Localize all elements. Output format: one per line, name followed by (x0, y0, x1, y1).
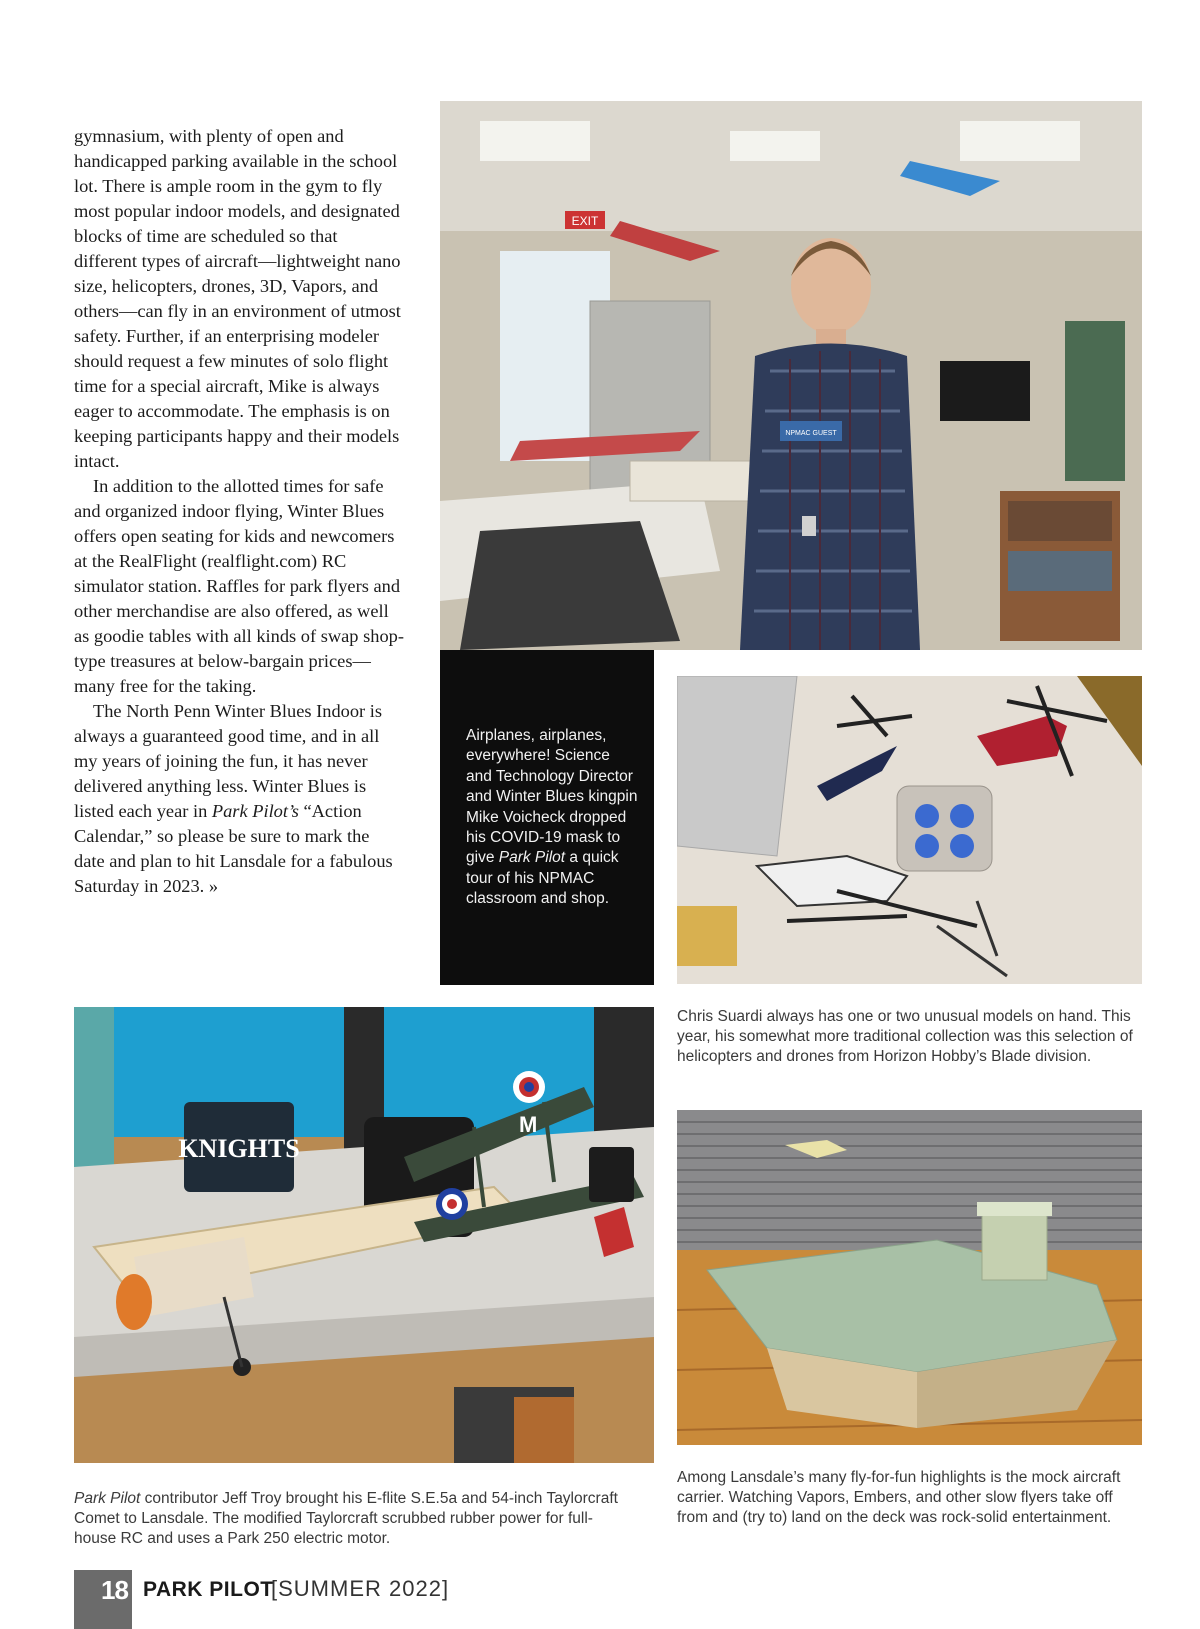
article-body (74, 124, 404, 899)
caption-classroom: Airplanes, airplanes, everywhere! Science and Technology Director and Winter Blues kingpin Mike Voicheck dropped his COVID-19 mask to give Park Pilot a quick tour of his NPMAC classroom and shop. (466, 727, 638, 908)
photo-carrier (677, 1110, 1142, 1445)
paragraph-1: gymnasium, with plenty of open and handicapped parking available in the school lot. There is ample room in the gym to fly most popular indoor models, and designated blocks of time are scheduled so that different types of aircraft—lightweight nano size, helicopters, drones, 3D, Vapors, and others—can fly in an environment of utmost safety. Further, if an enterprising modeler should request a few minutes of solo flight time for a special aircraft, Mike is always eager to accommodate. The emphasis is on keeping participants happy and their models intact. (74, 126, 401, 471)
caption-carrier: Among Lansdale’s many fly-for-fun highlights is the mock aircraft carrier. Watching Vapors, Embers, and other slow flyers take off from and (try to) land on the deck was rock-solid entertainment. (677, 1469, 1121, 1527)
photo-classroom (440, 101, 1142, 650)
issue-date: [SUMMER 2022] (271, 1576, 450, 1601)
paragraph-2: In addition to the allotted times for safe and organized indoor flying, Winter Blues offers open seating for kids and newcomers at the RealFlight (realflight.com) RC simulator station. Raffles for park flyers and other merchandise are also offered, as well as goodie tables with all kinds of swap shop-type treasures at below-bargain prices—many free for the taking. (74, 476, 404, 696)
exit-sign-text: EXIT (571, 214, 599, 228)
page-number: 18 (101, 1575, 128, 1605)
photo-helicopters (677, 676, 1142, 984)
biplane-letter: M (519, 1112, 538, 1137)
badge-text: NPMAC GUEST (785, 430, 837, 437)
magazine-name: PARK PILOT (143, 1578, 274, 1601)
caption-biplane: Park Pilot contributor Jeff Troy brought his E-flite S.E.5a and 54-inch Taylorcraft Comet to Lansdale. The modified Taylorcraft scrubbed rubber power for full-house RC and uses a Park 250 electric motor. (74, 1490, 618, 1548)
caption-helicopters: Chris Suardi always has one or two unusual models on hand. This year, his somewhat more traditional collection was this selection of helicopters and drones from Horizon Hobby’s Blade division. (677, 1008, 1133, 1066)
knights-text: KNIGHTS (178, 1134, 300, 1163)
photo-biplane (74, 1007, 654, 1463)
paragraph-3: The North Penn Winter Blues Indoor is always a guaranteed good time, and in all my years of joining the fun, it has never delivered anything less. Winter Blues is listed each year in Park Pilot’s “Action Calendar,” so please be sure to mark the date and plan to hit Lansdale for a fabulous Saturday in 2023. » (74, 701, 393, 896)
